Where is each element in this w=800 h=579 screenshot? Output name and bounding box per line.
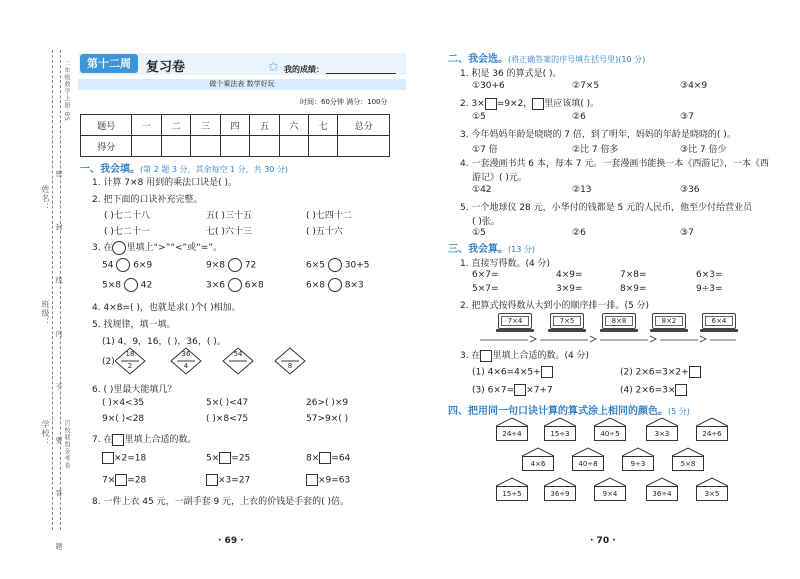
question-1: 1. 计算 7×8 用到的乘法口诀是( )。 bbox=[92, 178, 238, 188]
score-header-row bbox=[81, 115, 390, 136]
square-blank-icon bbox=[532, 98, 544, 110]
answer-box[interactable] bbox=[219, 452, 231, 464]
house-expression: 9×4 bbox=[594, 486, 626, 501]
q3-text: 3. 在 bbox=[92, 243, 113, 253]
fill-item bbox=[472, 366, 553, 378]
house-expression: 36÷4 bbox=[646, 486, 678, 501]
lhs: 9×8 bbox=[206, 260, 225, 271]
fill-item bbox=[206, 452, 250, 464]
section-title-text: 四、把用同一句口诀计算的算式涂上相同的颜色。 bbox=[448, 406, 668, 417]
compare-circle[interactable] bbox=[228, 278, 242, 292]
cell: 二 bbox=[161, 115, 190, 136]
section-4-title bbox=[448, 402, 690, 417]
choice-option[interactable]: ①5 bbox=[472, 228, 486, 238]
choice-option[interactable]: ②13 bbox=[572, 185, 592, 195]
calc-item: 5×7= bbox=[472, 284, 499, 294]
square-blank-icon bbox=[480, 350, 492, 362]
answer-box[interactable] bbox=[115, 474, 127, 486]
compare-circle[interactable] bbox=[228, 258, 242, 272]
section-2-title bbox=[448, 50, 645, 65]
time-info: 时间：60分钟 满分：100分 bbox=[300, 98, 388, 106]
answer-box[interactable] bbox=[675, 384, 687, 396]
fill-item bbox=[620, 366, 701, 378]
choice-question: 5. 一个地球仪 28 元，小华付的钱都是 5 元的人民币，他至少付给营业员 bbox=[460, 203, 753, 213]
subtitle-band: 做个乘法表 数学好玩 bbox=[78, 79, 406, 90]
rhs: 72 bbox=[244, 260, 257, 271]
score-table bbox=[80, 114, 390, 157]
pre: (3) 6×7= bbox=[472, 385, 515, 396]
score-value-row bbox=[81, 136, 390, 157]
page-number-left: · 69 · bbox=[218, 536, 244, 546]
house-expression: 4×6 bbox=[522, 456, 554, 471]
pre: (2) 2×6=3×2+ bbox=[620, 367, 689, 378]
school-label: 学校： bbox=[41, 420, 50, 447]
page-number-right: · 70 · bbox=[590, 536, 616, 546]
choice-question: 1. 积是 36 的算式是( )。 bbox=[460, 69, 562, 79]
q6-item: ( )×8<75 bbox=[206, 414, 249, 424]
pre: (4) 2×6=3× bbox=[620, 385, 676, 396]
fill-item bbox=[206, 474, 250, 486]
choice-option[interactable]: ①42 bbox=[472, 185, 492, 195]
section-note: (5 分) bbox=[668, 407, 690, 416]
compare-circle[interactable] bbox=[328, 258, 342, 272]
fill-item bbox=[102, 474, 146, 486]
rhs: 6×9 bbox=[133, 260, 153, 271]
score-cell[interactable] bbox=[132, 136, 161, 157]
answer-box[interactable] bbox=[541, 366, 553, 378]
question-7 bbox=[92, 432, 196, 446]
square-blank-icon bbox=[112, 434, 124, 446]
choice-question bbox=[460, 96, 599, 110]
q6-item: 57>9×( ) bbox=[306, 414, 349, 424]
square-blank-icon bbox=[485, 98, 497, 110]
fill-item bbox=[102, 452, 146, 464]
house-expression: 40÷8 bbox=[572, 456, 604, 471]
q6-item: 5×( )<47 bbox=[206, 398, 249, 408]
calc-item: 9÷3= bbox=[696, 284, 723, 294]
tv-expression: 6×4 bbox=[705, 316, 733, 326]
order-answer-lines bbox=[470, 333, 740, 343]
compare-item bbox=[206, 278, 264, 292]
cell: 五 bbox=[250, 115, 279, 136]
question-3 bbox=[92, 240, 222, 255]
question-2: 2. 把下面的口诀补充完整。 bbox=[92, 195, 203, 205]
answer-box[interactable] bbox=[514, 384, 526, 396]
lhs: 6×5 bbox=[306, 260, 325, 271]
answer-box[interactable] bbox=[319, 452, 331, 464]
q-part: 里填上合适的数。(4 分) bbox=[492, 351, 590, 361]
house-expression: 15÷5 bbox=[496, 486, 528, 501]
compare-item bbox=[306, 258, 369, 272]
choice-option[interactable]: ③7 bbox=[680, 112, 694, 122]
score-cell[interactable] bbox=[250, 136, 279, 157]
diamond-top: 36 bbox=[181, 350, 191, 358]
choice-option[interactable]: ③4×9 bbox=[680, 81, 708, 91]
tv-expression: 7×4 bbox=[501, 316, 529, 326]
choice-option[interactable]: ③36 bbox=[680, 185, 700, 195]
choice-question: 4. 一套漫画书共 6 本，每本 7 元。一套漫画书能换一本《西游记》，一本《西 bbox=[460, 159, 769, 169]
lhs: 54 bbox=[102, 260, 114, 271]
tv-card bbox=[652, 313, 686, 333]
house-expression: 3×3 bbox=[646, 426, 678, 441]
section-title-text: 三、我会算。 bbox=[448, 244, 508, 255]
name-label: 姓名： bbox=[41, 185, 50, 212]
post: =64 bbox=[331, 453, 351, 464]
compare-circle[interactable] bbox=[124, 278, 138, 292]
grade-label: 二年级数学上册·BS bbox=[63, 60, 70, 122]
section-1-title bbox=[80, 160, 288, 175]
lhs: 3×6 bbox=[206, 280, 225, 291]
post: ×3=27 bbox=[218, 475, 251, 486]
calc-item: 3×9= bbox=[556, 284, 583, 294]
tv-card bbox=[602, 313, 636, 333]
choice-option[interactable]: ③比 7 倍少 bbox=[680, 145, 727, 155]
answer-box[interactable] bbox=[102, 452, 114, 464]
score-cell[interactable] bbox=[309, 136, 338, 157]
diamond-top: 54 bbox=[233, 350, 243, 358]
choice-question-cont: ( )张。 bbox=[472, 217, 500, 227]
choice-question-cont: 游记》( )元。 bbox=[472, 173, 527, 183]
score-cell[interactable] bbox=[220, 136, 249, 157]
tv-card bbox=[498, 313, 532, 333]
post: ×2=18 bbox=[114, 453, 147, 464]
score-cell[interactable] bbox=[338, 136, 390, 157]
lhs: 6×8 bbox=[306, 280, 325, 291]
q3-tail: 里填上“>”“<”或“=”。 bbox=[126, 243, 223, 253]
section-note: (将正确答案的序号填在括号里)(10 分) bbox=[508, 55, 646, 64]
star-icon: ✩ bbox=[268, 60, 279, 75]
fill-item bbox=[620, 384, 687, 396]
question-6: 6. ( )里最大能填几？ bbox=[92, 385, 177, 395]
rhs: 42 bbox=[140, 280, 153, 291]
series-label: 百校联盟金考卷 bbox=[63, 420, 70, 469]
q-part: 3. 在 bbox=[460, 351, 481, 361]
pre: 7× bbox=[102, 475, 116, 486]
q2-item: 五( )三十五 bbox=[206, 211, 252, 221]
score-label: 我的成绩： bbox=[284, 65, 324, 74]
choice-question: 3. 今年妈妈年龄是晓晓的 7 倍，到了明年，妈妈的年龄是晓晓的( )。 bbox=[460, 130, 736, 140]
calc-question: 1. 直接写得数。(4 分) bbox=[460, 259, 551, 269]
q5-part-1: (1) 4，9，16，( )，36，( )。 bbox=[102, 337, 226, 347]
section-3-title bbox=[448, 240, 535, 255]
tv-card bbox=[550, 313, 584, 333]
fill-item bbox=[306, 452, 350, 464]
calc-question: 2. 把算式按得数从大到小的顺序排一排。(5 分) bbox=[460, 301, 650, 311]
house-expression: 24÷4 bbox=[496, 426, 528, 441]
answer-box[interactable] bbox=[306, 474, 318, 486]
calc-item: 7×8= bbox=[620, 270, 647, 280]
diamond-bottom: 8 bbox=[287, 362, 293, 370]
house-expression: 5×8 bbox=[672, 456, 704, 471]
choice-option[interactable]: ②比 7 倍多 bbox=[572, 145, 619, 155]
cell: 总分 bbox=[338, 115, 390, 136]
post: ×9=63 bbox=[318, 475, 351, 486]
calc-item: 6×7= bbox=[472, 270, 499, 280]
answer-box[interactable] bbox=[206, 474, 218, 486]
q6-item: 9×( )<28 bbox=[102, 414, 145, 424]
tv-expression: 8×8 bbox=[605, 316, 633, 326]
choice-option[interactable]: ①30+6 bbox=[472, 81, 505, 91]
q-part: 里应该填( )。 bbox=[544, 99, 600, 109]
q2-item: ( )七二十一 bbox=[104, 227, 150, 237]
choice-option[interactable]: ②7×5 bbox=[572, 81, 600, 91]
calc-item: 4×9= bbox=[556, 270, 583, 280]
q2-item: ( )五十六 bbox=[306, 227, 343, 237]
pre: 5× bbox=[206, 453, 220, 464]
q6-item: ( )×4<35 bbox=[102, 398, 145, 408]
q-part: =9×2， bbox=[496, 99, 533, 109]
diamond-bottom: 2 bbox=[127, 362, 133, 370]
section-note: (第 2 题 3 分，其余每空 1 分，共 30 分) bbox=[140, 165, 289, 174]
compare-item bbox=[102, 258, 152, 272]
q2-item: ( )七二十八 bbox=[104, 211, 150, 221]
week-badge: 第十二周 bbox=[80, 54, 138, 73]
circle-blank-icon bbox=[112, 241, 126, 255]
house-expression: 24÷6 bbox=[696, 426, 728, 441]
tv-expression: 7×5 bbox=[553, 316, 581, 326]
compare-circle[interactable] bbox=[328, 278, 342, 292]
q6-item: 26>( )×9 bbox=[306, 398, 349, 408]
question-8: 8. 一件上衣 45 元，一副手套 9 元，上衣的价钱是手套的( )倍。 bbox=[92, 497, 349, 507]
compare-item bbox=[102, 278, 152, 292]
class-label: 班级： bbox=[41, 300, 50, 327]
section-title-text: 一、我会填。 bbox=[80, 164, 140, 175]
choice-option[interactable]: ②6 bbox=[572, 112, 586, 122]
cell: 六 bbox=[279, 115, 308, 136]
choice-option[interactable]: ③7 bbox=[680, 228, 694, 238]
tv-card bbox=[702, 313, 736, 333]
cell: 题号 bbox=[81, 115, 132, 136]
house-expression: 40÷5 bbox=[594, 426, 626, 441]
cell: 得分 bbox=[81, 136, 132, 157]
fill-item bbox=[472, 384, 553, 396]
q2-item: 七( )六十三 bbox=[206, 227, 252, 237]
house-expression: 36÷9 bbox=[544, 486, 576, 501]
score-cell[interactable] bbox=[161, 136, 190, 157]
q7-text: 7. 在 bbox=[92, 435, 113, 445]
cell: 四 bbox=[220, 115, 249, 136]
pre: (1) 4×6=4×5+ bbox=[472, 367, 541, 378]
question-5: 5. 找规律，填一填。 bbox=[92, 320, 176, 330]
choice-option[interactable]: ①5 bbox=[472, 112, 486, 122]
compare-circle[interactable] bbox=[116, 258, 130, 272]
calc-question bbox=[460, 348, 589, 362]
house-expression: 3×5 bbox=[696, 486, 728, 501]
rhs: 6×8 bbox=[244, 280, 264, 291]
house-expression: 15÷3 bbox=[544, 426, 576, 441]
compare-item bbox=[206, 258, 256, 272]
page-title: 复习卷 bbox=[146, 60, 186, 75]
q5-part-2: (2) bbox=[102, 357, 115, 367]
q-part: 2. 3× bbox=[460, 99, 485, 109]
rhs: 8×3 bbox=[344, 280, 364, 291]
cell: 七 bbox=[309, 115, 338, 136]
score-cell[interactable] bbox=[191, 136, 220, 157]
seal-text: 密 封 线 内 不 要 答 题 bbox=[55, 170, 63, 572]
cell: 一 bbox=[132, 115, 161, 136]
calc-item: 8×9= bbox=[620, 284, 647, 294]
choice-option[interactable]: ②6 bbox=[572, 228, 586, 238]
house-expression: 9÷3 bbox=[622, 456, 654, 471]
rhs: 30+5 bbox=[344, 260, 370, 271]
choice-option[interactable]: ①7 倍 bbox=[472, 145, 498, 155]
q2-item: ( )七四十二 bbox=[306, 211, 352, 221]
diamond bbox=[275, 348, 305, 374]
score-cell[interactable] bbox=[279, 136, 308, 157]
cell: 三 bbox=[191, 115, 220, 136]
lhs: 5×8 bbox=[102, 280, 121, 291]
diamond-bottom: 4 bbox=[183, 362, 189, 370]
compare-item bbox=[306, 278, 364, 292]
section-note: (13 分) bbox=[508, 245, 535, 254]
tv-expression: 8×2 bbox=[655, 316, 683, 326]
diamond-top: 18 bbox=[125, 350, 135, 358]
calc-item: 6×3= bbox=[696, 270, 723, 280]
post: =25 bbox=[231, 453, 251, 464]
section-title-text: 二、我会选。 bbox=[448, 54, 508, 65]
diamond-pattern bbox=[115, 346, 385, 376]
post: ×7+7 bbox=[526, 385, 553, 396]
score-line bbox=[326, 73, 396, 74]
pre: 8× bbox=[306, 453, 320, 464]
q7-tail: 里填上合适的数。 bbox=[124, 435, 197, 445]
answer-box[interactable] bbox=[689, 366, 701, 378]
post: =28 bbox=[127, 475, 147, 486]
fill-item bbox=[306, 474, 350, 486]
question-4: 4. 4×8=( )，也就是求( )个( )相加。 bbox=[92, 303, 241, 313]
